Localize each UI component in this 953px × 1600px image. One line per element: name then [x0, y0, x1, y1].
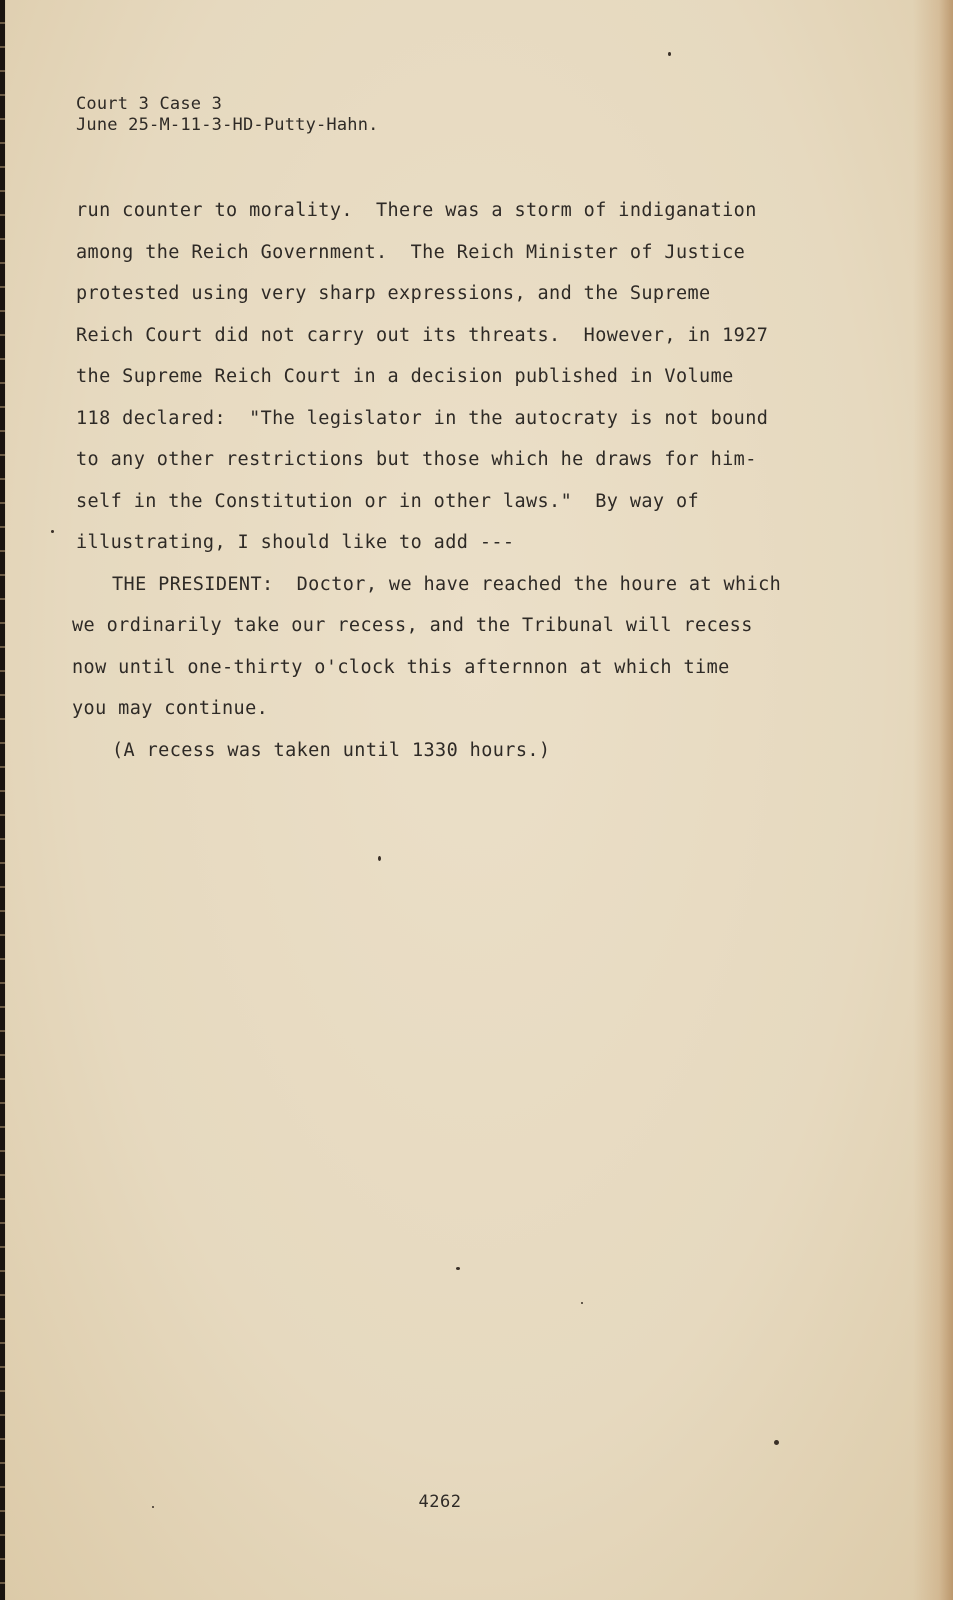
transcript-line: among the Reich Government. The Reich Minister of Justice — [76, 241, 746, 263]
paper-speck — [378, 856, 381, 861]
transcript-line: run counter to morality. There was a storm of indiganation — [76, 200, 757, 221]
president-statement-line: THE PRESIDENT: Doctor, we have reached the houre at which — [112, 573, 782, 595]
header-session-line: June 25-M-11-3-HD-Putty-Hahn. — [76, 115, 379, 135]
transcript-line: Reich Court did not carry out its threats. However, in 1927 — [76, 324, 769, 346]
transcript-line: self in the Constitution or in other laws." By way of — [76, 490, 700, 512]
paper-speck — [581, 1302, 583, 1304]
paper-speck — [668, 52, 671, 56]
transcript-body — [72, 190, 836, 771]
paper-speck — [152, 1506, 154, 1508]
transcript-line: you may continue. — [72, 698, 269, 719]
header-case-line: Court 3 Case 3 — [76, 94, 223, 114]
transcript-line: 118 declared: "The legislator in the autocraty is not bound — [76, 407, 769, 429]
binding-edge — [0, 0, 5, 1600]
transcript-line: we ordinarily take our recess, and the Tribunal will recess — [72, 615, 753, 636]
document-header — [76, 94, 379, 136]
transcript-line: the Supreme Reich Court in a decision published in Volume — [76, 366, 734, 387]
transcript-line: protested using very sharp expressions, and the Supreme — [76, 283, 711, 304]
paper-speck — [51, 530, 54, 533]
paper-speck — [774, 1440, 779, 1445]
transcript-line: now until one-thirty o'clock this afternnon at which time — [72, 656, 730, 678]
recess-note-line: (A recess was taken until 1330 hours.) — [112, 739, 551, 761]
transcript-line: to any other restrictions but those which he draws for him- — [76, 449, 757, 470]
page-number: 4262 — [418, 1492, 462, 1512]
paper-speck — [456, 1267, 460, 1270]
transcript-line: illustrating, I should like to add --- — [76, 532, 515, 553]
